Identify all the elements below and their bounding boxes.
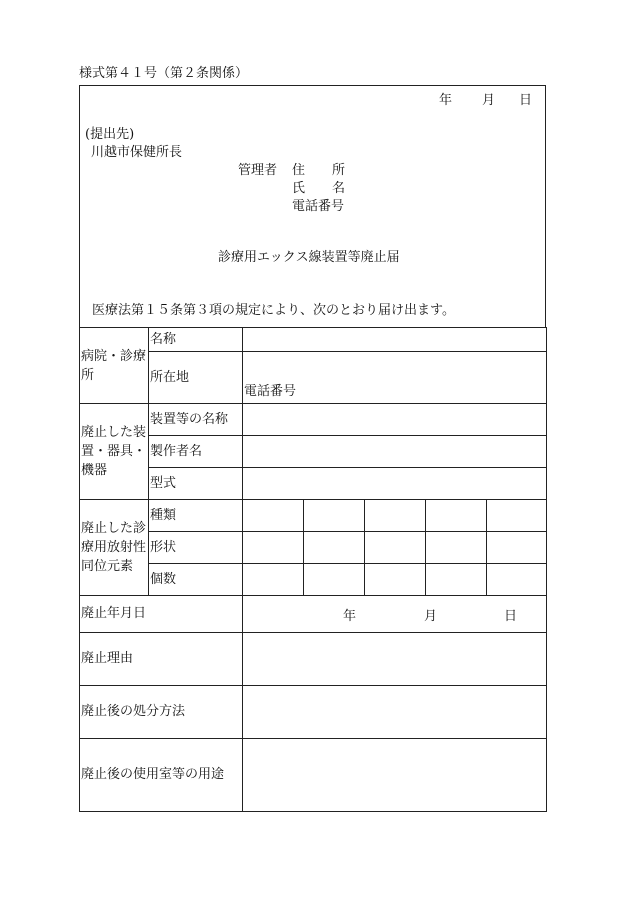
isotope-form-cell[interactable]	[365, 532, 426, 564]
isotope-count-cell[interactable]	[365, 564, 426, 596]
isotope-form-label: 形状	[149, 532, 243, 564]
device-name-field[interactable]	[243, 404, 547, 436]
date-month: 月	[482, 93, 496, 108]
device-name-label: 装置等の名称	[149, 404, 243, 436]
isotope-group-label: 廃止した診 療用放射性 同位元素	[80, 500, 149, 596]
isotope-form-cell[interactable]	[243, 532, 304, 564]
hospital-name-label: 名称	[149, 328, 243, 352]
isotope-count-cell[interactable]	[304, 564, 365, 596]
isotope-count-label: 個数	[149, 564, 243, 596]
manager-name-1: 氏	[292, 181, 306, 196]
isotope-type-cell[interactable]	[426, 500, 487, 532]
form-number: 様式第４１号（第２条関係）	[79, 66, 249, 81]
manager-address-2: 所	[332, 163, 346, 178]
manager-name-2: 名	[332, 181, 346, 196]
hospital-address-field[interactable]	[243, 352, 547, 404]
form-title: 診療用エックス線装置等廃止届	[218, 250, 400, 265]
room-use-label: 廃止後の使用室等の用途	[80, 739, 243, 812]
hospital-group-label: 病院・診療 所	[80, 328, 149, 404]
abolish-year: 年	[343, 609, 357, 624]
hospital-name-field[interactable]	[243, 328, 547, 352]
manufacturer-label: 製作者名	[149, 436, 243, 468]
isotope-type-cell[interactable]	[487, 500, 547, 532]
isotope-count-cell[interactable]	[426, 564, 487, 596]
isotope-form-cell[interactable]	[304, 532, 365, 564]
manager-address-1: 住	[292, 163, 306, 178]
recipient-name: 川越市保健所長	[91, 145, 183, 160]
model-label: 型式	[149, 468, 243, 500]
disposal-label: 廃止後の処分方法	[80, 686, 243, 739]
manager-phone: 電話番号	[292, 199, 345, 214]
reason-field[interactable]	[243, 633, 547, 686]
isotope-type-label: 種類	[149, 500, 243, 532]
date-year: 年	[439, 93, 453, 108]
abolish-month: 月	[424, 609, 438, 624]
abolish-day: 日	[504, 609, 518, 624]
isotope-form-cell[interactable]	[426, 532, 487, 564]
abolish-date-field[interactable]	[243, 596, 547, 633]
lead-text: 医療法第１５条第３項の規定により、次のとおり届け出ます。	[92, 303, 455, 318]
reason-label: 廃止理由	[80, 633, 243, 686]
date-day: 日	[519, 93, 533, 108]
form-table	[79, 327, 547, 812]
manager-label: 管理者	[238, 163, 278, 178]
isotope-form-cell[interactable]	[487, 532, 547, 564]
hospital-address-label: 所在地	[149, 352, 243, 404]
abolish-date-label: 廃止年月日	[80, 596, 243, 633]
disposal-field[interactable]	[243, 686, 547, 739]
hospital-phone-label: 電話番号	[244, 384, 297, 399]
recipient-label: (提出先)	[85, 127, 135, 142]
isotope-type-cell[interactable]	[365, 500, 426, 532]
device-group-label: 廃止した装 置・器具・ 機器	[80, 404, 149, 500]
model-field[interactable]	[243, 468, 547, 500]
isotope-type-cell[interactable]	[243, 500, 304, 532]
isotope-count-cell[interactable]	[487, 564, 547, 596]
isotope-count-cell[interactable]	[243, 564, 304, 596]
isotope-type-cell[interactable]	[304, 500, 365, 532]
room-use-field[interactable]	[243, 739, 547, 812]
manufacturer-field[interactable]	[243, 436, 547, 468]
